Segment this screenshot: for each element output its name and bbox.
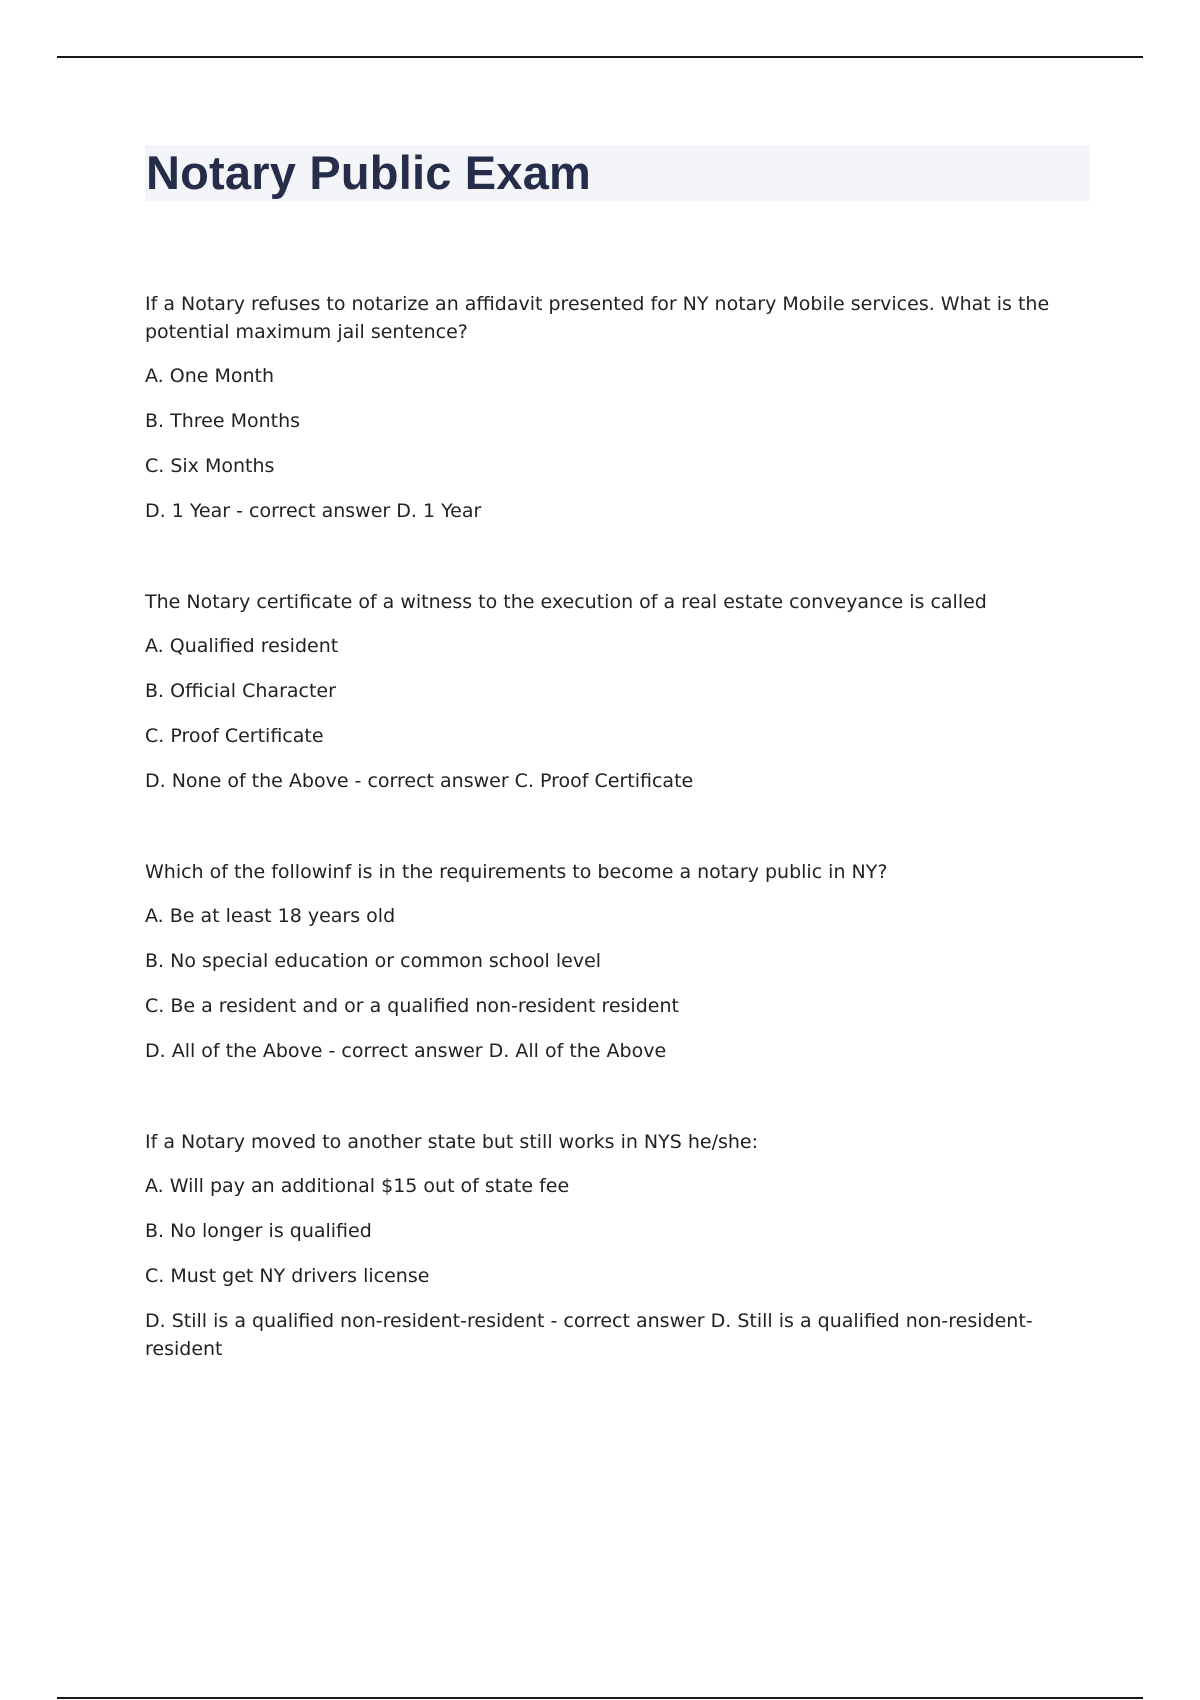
page-title: Notary Public Exam: [146, 146, 592, 199]
answer-options: [145, 902, 1095, 1065]
question-list: [145, 290, 1095, 1363]
bottom-rule: [57, 1697, 1143, 1699]
answer-option: B. Official Character: [145, 680, 336, 702]
answer-option: B. Three Months: [145, 410, 301, 432]
question-block: [145, 588, 1095, 795]
answer-option: C. Proof Certificate: [145, 725, 324, 747]
answer-option: B. No special education or common school level: [145, 950, 602, 972]
answer-option: C. Be a resident and or a qualified non-resident resident: [145, 995, 679, 1017]
answer-option: C. Six Months: [145, 455, 275, 477]
question-text: Which of the followinf is in the requirements to become a notary public in NY?: [145, 861, 888, 883]
answer-options: [145, 1172, 1095, 1363]
answer-options: [145, 632, 1095, 795]
question-text: If a Notary moved to another state but still works in NYS he/she:: [145, 1131, 759, 1153]
answer-option: A. Qualified resident: [145, 635, 339, 657]
question-block: [145, 1128, 1095, 1363]
question-text: The Notary certificate of a witness to the execution of a real estate conveyance is called: [145, 591, 987, 613]
top-rule: [57, 56, 1143, 58]
answer-option-correct: D. 1 Year - correct answer D. 1 Year: [145, 500, 482, 522]
answer-option-correct: D. None of the Above - correct answer C. Proof Certificate: [145, 770, 694, 792]
answer-option: C. Must get NY drivers license: [145, 1265, 430, 1287]
answer-option: A. One Month: [145, 365, 275, 387]
answer-option: B. No longer is qualified: [145, 1220, 372, 1242]
answer-option: A. Will pay an additional $15 out of state fee: [145, 1175, 570, 1197]
question-text: If a Notary refuses to notarize an affidavit presented for NY notary Mobile services. What is the potential maximum jail sentence?: [145, 293, 1050, 343]
answer-option-correct: D. Still is a qualified non-resident-resident - correct answer D. Still is a qualified non-resident-resident: [145, 1310, 1033, 1360]
question-block: [145, 290, 1095, 525]
question-block: [145, 858, 1095, 1065]
answer-options: [145, 362, 1095, 525]
answer-option: A. Be at least 18 years old: [145, 905, 396, 927]
answer-option-correct: D. All of the Above - correct answer D. All of the Above: [145, 1040, 667, 1062]
